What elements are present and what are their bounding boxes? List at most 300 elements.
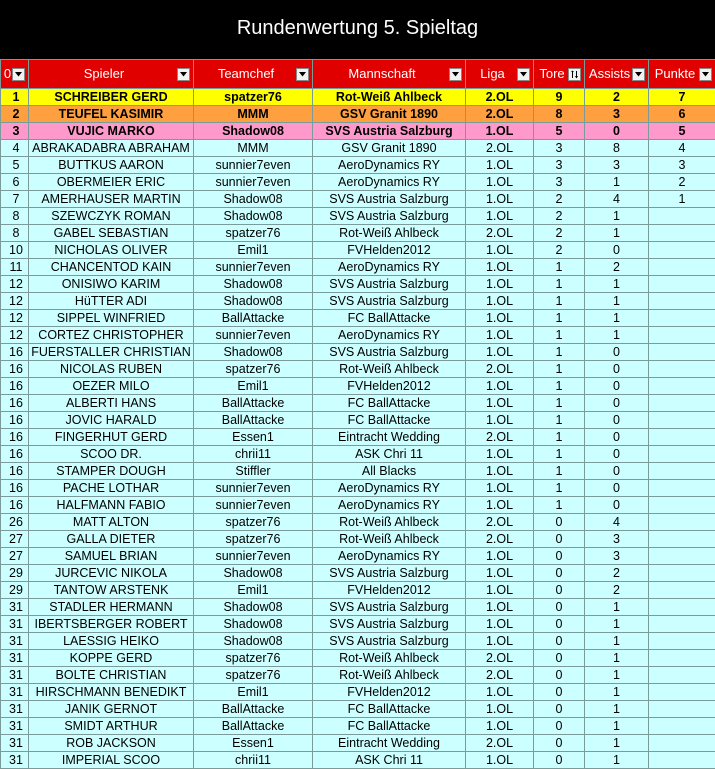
col-liga-cell[interactable]: 2.OL xyxy=(466,429,534,446)
col-liga-cell[interactable]: 1.OL xyxy=(466,633,534,650)
col-mannschaft-cell[interactable]: SVS Austria Salzburg xyxy=(313,208,466,225)
col-punkte-cell[interactable] xyxy=(649,259,715,276)
col-teamchef-cell[interactable]: BallAttacke xyxy=(194,718,313,735)
col-tore-cell[interactable]: 0 xyxy=(534,701,585,718)
col-liga-cell[interactable]: 2.OL xyxy=(466,514,534,531)
col-assists-cell[interactable]: 2 xyxy=(585,259,649,276)
col-tore-cell[interactable]: 0 xyxy=(534,616,585,633)
col-mannschaft-cell[interactable]: ASK Chri 11 xyxy=(313,446,466,463)
col-teamchef-cell[interactable]: Shadow08 xyxy=(194,191,313,208)
col-assists-cell[interactable]: 1 xyxy=(585,633,649,650)
col-liga-cell[interactable]: 1.OL xyxy=(466,548,534,565)
col-teamchef-cell[interactable]: sunnier7even xyxy=(194,548,313,565)
col-liga-cell[interactable]: 1.OL xyxy=(466,344,534,361)
col-rank-cell[interactable]: 11 xyxy=(1,259,29,276)
col-punkte-cell[interactable] xyxy=(649,463,715,480)
col-liga-cell[interactable]: 1.OL xyxy=(466,446,534,463)
col-teamchef-cell[interactable]: Shadow08 xyxy=(194,565,313,582)
col-tore-cell[interactable]: 0 xyxy=(534,633,585,650)
col-assists-cell[interactable]: 0 xyxy=(585,242,649,259)
col-spieler-cell[interactable]: SAMUEL BRIAN xyxy=(29,548,194,565)
col-assists-cell[interactable]: 1 xyxy=(585,616,649,633)
dropdown-filter-icon[interactable] xyxy=(296,68,309,81)
col-teamchef-cell[interactable]: BallAttacke xyxy=(194,412,313,429)
col-rank-cell[interactable]: 3 xyxy=(1,123,29,140)
col-spieler-cell[interactable]: JURCEVIC NIKOLA xyxy=(29,565,194,582)
dropdown-filter-icon[interactable] xyxy=(632,68,645,81)
col-teamchef-cell[interactable]: spatzer76 xyxy=(194,225,313,242)
col-spieler-header[interactable] xyxy=(29,60,194,89)
col-tore-cell[interactable]: 1 xyxy=(534,446,585,463)
col-tore-cell[interactable]: 3 xyxy=(534,174,585,191)
col-assists-cell[interactable]: 2 xyxy=(585,565,649,582)
col-punkte-cell[interactable] xyxy=(649,276,715,293)
col-mannschaft-cell[interactable]: Rot-Weiß Ahlbeck xyxy=(313,89,466,106)
col-punkte-cell[interactable] xyxy=(649,718,715,735)
col-assists-cell[interactable]: 1 xyxy=(585,684,649,701)
col-rank-cell[interactable]: 31 xyxy=(1,701,29,718)
col-spieler-cell[interactable]: NICOLAS RUBEN xyxy=(29,361,194,378)
col-punkte-cell[interactable] xyxy=(649,225,715,242)
col-punkte-cell[interactable]: 1 xyxy=(649,191,715,208)
col-liga-cell[interactable]: 2.OL xyxy=(466,89,534,106)
col-assists-cell[interactable]: 3 xyxy=(585,157,649,174)
col-liga-header[interactable] xyxy=(466,60,534,89)
col-liga-cell[interactable]: 1.OL xyxy=(466,497,534,514)
col-spieler-cell[interactable]: LAESSIG HEIKO xyxy=(29,633,194,650)
col-punkte-cell[interactable] xyxy=(649,429,715,446)
col-spieler-cell[interactable]: STAMPER DOUGH xyxy=(29,463,194,480)
col-punkte-cell[interactable] xyxy=(649,633,715,650)
col-teamchef-cell[interactable]: MMM xyxy=(194,140,313,157)
col-tore-cell[interactable]: 0 xyxy=(534,514,585,531)
col-assists-cell[interactable]: 0 xyxy=(585,395,649,412)
col-punkte-header[interactable] xyxy=(649,60,715,89)
col-spieler-cell[interactable]: ROB JACKSON xyxy=(29,735,194,752)
col-mannschaft-cell[interactable]: FVHelden2012 xyxy=(313,242,466,259)
col-mannschaft-cell[interactable]: Rot-Weiß Ahlbeck xyxy=(313,514,466,531)
col-spieler-cell[interactable]: FINGERHUT GERD xyxy=(29,429,194,446)
col-rank-cell[interactable]: 8 xyxy=(1,225,29,242)
col-assists-cell[interactable]: 3 xyxy=(585,548,649,565)
col-punkte-cell[interactable] xyxy=(649,361,715,378)
col-punkte-cell[interactable] xyxy=(649,412,715,429)
col-teamchef-cell[interactable]: Stiffler xyxy=(194,463,313,480)
col-tore-cell[interactable]: 1 xyxy=(534,463,585,480)
col-mannschaft-cell[interactable]: AeroDynamics RY xyxy=(313,259,466,276)
col-mannschaft-cell[interactable]: AeroDynamics RY xyxy=(313,327,466,344)
dropdown-filter-icon[interactable] xyxy=(449,68,462,81)
col-spieler-cell[interactable]: PACHE LOTHAR xyxy=(29,480,194,497)
col-liga-cell[interactable]: 1.OL xyxy=(466,157,534,174)
col-rank-cell[interactable]: 31 xyxy=(1,650,29,667)
col-liga-cell[interactable]: 1.OL xyxy=(466,718,534,735)
col-assists-cell[interactable]: 1 xyxy=(585,174,649,191)
col-spieler-cell[interactable]: IBERTSBERGER ROBERT xyxy=(29,616,194,633)
col-mannschaft-cell[interactable]: SVS Austria Salzburg xyxy=(313,616,466,633)
col-assists-cell[interactable]: 1 xyxy=(585,701,649,718)
col-rank-cell[interactable]: 16 xyxy=(1,361,29,378)
col-spieler-cell[interactable]: MATT ALTON xyxy=(29,514,194,531)
col-spieler-cell[interactable]: IMPERIAL SCOO xyxy=(29,752,194,769)
col-spieler-cell[interactable]: AMERHAUSER MARTIN xyxy=(29,191,194,208)
col-rank-cell[interactable]: 1 xyxy=(1,89,29,106)
col-teamchef-cell[interactable]: Essen1 xyxy=(194,735,313,752)
col-assists-cell[interactable]: 3 xyxy=(585,106,649,123)
col-punkte-cell[interactable]: 3 xyxy=(649,157,715,174)
col-tore-cell[interactable]: 1 xyxy=(534,259,585,276)
col-punkte-cell[interactable]: 4 xyxy=(649,140,715,157)
col-liga-cell[interactable]: 1.OL xyxy=(466,599,534,616)
col-liga-cell[interactable]: 1.OL xyxy=(466,701,534,718)
col-mannschaft-cell[interactable]: SVS Austria Salzburg xyxy=(313,293,466,310)
col-liga-cell[interactable]: 1.OL xyxy=(466,259,534,276)
col-mannschaft-cell[interactable]: Eintracht Wedding xyxy=(313,429,466,446)
col-tore-cell[interactable]: 0 xyxy=(534,667,585,684)
col-tore-cell[interactable]: 3 xyxy=(534,140,585,157)
col-punkte-cell[interactable] xyxy=(649,293,715,310)
col-spieler-cell[interactable]: SCOO DR. xyxy=(29,446,194,463)
col-teamchef-cell[interactable]: chrii11 xyxy=(194,752,313,769)
col-teamchef-cell[interactable]: sunnier7even xyxy=(194,327,313,344)
col-assists-cell[interactable]: 2 xyxy=(585,89,649,106)
col-rank-cell[interactable]: 12 xyxy=(1,310,29,327)
col-rank-cell[interactable]: 31 xyxy=(1,684,29,701)
col-mannschaft-cell[interactable]: SVS Austria Salzburg xyxy=(313,123,466,140)
col-tore-cell[interactable]: 8 xyxy=(534,106,585,123)
col-teamchef-cell[interactable]: sunnier7even xyxy=(194,259,313,276)
col-liga-cell[interactable]: 2.OL xyxy=(466,140,534,157)
col-teamchef-cell[interactable]: Shadow08 xyxy=(194,123,313,140)
col-rank-cell[interactable]: 29 xyxy=(1,582,29,599)
col-teamchef-cell[interactable]: sunnier7even xyxy=(194,157,313,174)
col-teamchef-cell[interactable]: spatzer76 xyxy=(194,531,313,548)
col-teamchef-cell[interactable]: Shadow08 xyxy=(194,344,313,361)
col-spieler-cell[interactable]: SZEWCZYK ROMAN xyxy=(29,208,194,225)
col-liga-cell[interactable]: 1.OL xyxy=(466,412,534,429)
col-spieler-cell[interactable]: TANTOW ARSTENK xyxy=(29,582,194,599)
col-mannschaft-cell[interactable]: SVS Austria Salzburg xyxy=(313,191,466,208)
col-tore-cell[interactable]: 1 xyxy=(534,276,585,293)
col-tore-cell[interactable]: 0 xyxy=(534,684,585,701)
col-punkte-cell[interactable] xyxy=(649,667,715,684)
col-assists-cell[interactable]: 3 xyxy=(585,531,649,548)
col-teamchef-cell[interactable]: spatzer76 xyxy=(194,361,313,378)
col-mannschaft-cell[interactable]: AeroDynamics RY xyxy=(313,157,466,174)
col-punkte-cell[interactable] xyxy=(649,446,715,463)
dropdown-filter-icon[interactable] xyxy=(517,68,530,81)
col-mannschaft-cell[interactable]: SVS Austria Salzburg xyxy=(313,599,466,616)
col-assists-header[interactable] xyxy=(585,60,649,89)
col-punkte-cell[interactable] xyxy=(649,752,715,769)
col-assists-cell[interactable]: 1 xyxy=(585,650,649,667)
col-mannschaft-cell[interactable]: AeroDynamics RY xyxy=(313,174,466,191)
col-punkte-cell[interactable] xyxy=(649,327,715,344)
col-liga-cell[interactable]: 1.OL xyxy=(466,684,534,701)
col-spieler-cell[interactable]: HüTTER ADI xyxy=(29,293,194,310)
col-mannschaft-cell[interactable]: All Blacks xyxy=(313,463,466,480)
col-spieler-cell[interactable]: FUERSTALLER CHRISTIAN xyxy=(29,344,194,361)
col-mannschaft-cell[interactable]: AeroDynamics RY xyxy=(313,548,466,565)
col-spieler-cell[interactable]: ONISIWO KARIM xyxy=(29,276,194,293)
col-teamchef-cell[interactable]: BallAttacke xyxy=(194,395,313,412)
col-assists-cell[interactable]: 1 xyxy=(585,310,649,327)
col-mannschaft-cell[interactable]: FVHelden2012 xyxy=(313,378,466,395)
col-mannschaft-cell[interactable]: FVHelden2012 xyxy=(313,582,466,599)
col-liga-cell[interactable]: 1.OL xyxy=(466,565,534,582)
col-punkte-cell[interactable] xyxy=(649,208,715,225)
col-punkte-cell[interactable] xyxy=(649,531,715,548)
col-teamchef-cell[interactable]: Essen1 xyxy=(194,429,313,446)
col-tore-cell[interactable]: 0 xyxy=(534,650,585,667)
col-teamchef-cell[interactable]: sunnier7even xyxy=(194,480,313,497)
col-teamchef-header[interactable] xyxy=(194,60,313,89)
col-tore-header[interactable] xyxy=(534,60,585,89)
col-punkte-cell[interactable] xyxy=(649,497,715,514)
col-liga-cell[interactable]: 1.OL xyxy=(466,463,534,480)
col-liga-cell[interactable]: 1.OL xyxy=(466,174,534,191)
col-mannschaft-cell[interactable]: FC BallAttacke xyxy=(313,395,466,412)
col-tore-cell[interactable]: 0 xyxy=(534,735,585,752)
col-tore-cell[interactable]: 0 xyxy=(534,752,585,769)
col-assists-cell[interactable]: 8 xyxy=(585,140,649,157)
col-rank-cell[interactable]: 16 xyxy=(1,446,29,463)
col-rank-cell[interactable]: 5 xyxy=(1,157,29,174)
col-mannschaft-cell[interactable]: FC BallAttacke xyxy=(313,718,466,735)
col-punkte-cell[interactable] xyxy=(649,599,715,616)
col-teamchef-cell[interactable]: spatzer76 xyxy=(194,89,313,106)
col-spieler-cell[interactable]: CHANCENTOD KAIN xyxy=(29,259,194,276)
col-liga-cell[interactable]: 1.OL xyxy=(466,276,534,293)
col-teamchef-cell[interactable]: Shadow08 xyxy=(194,616,313,633)
col-liga-cell[interactable]: 2.OL xyxy=(466,735,534,752)
col-mannschaft-cell[interactable]: Rot-Weiß Ahlbeck xyxy=(313,361,466,378)
col-liga-cell[interactable]: 1.OL xyxy=(466,582,534,599)
col-teamchef-cell[interactable]: sunnier7even xyxy=(194,174,313,191)
col-tore-cell[interactable]: 1 xyxy=(534,429,585,446)
col-liga-cell[interactable]: 2.OL xyxy=(466,106,534,123)
col-mannschaft-cell[interactable]: FC BallAttacke xyxy=(313,310,466,327)
col-liga-cell[interactable]: 1.OL xyxy=(466,616,534,633)
col-teamchef-cell[interactable]: chrii11 xyxy=(194,446,313,463)
col-mannschaft-cell[interactable]: GSV Granit 1890 xyxy=(313,106,466,123)
col-spieler-cell[interactable]: NICHOLAS OLIVER xyxy=(29,242,194,259)
col-mannschaft-cell[interactable]: SVS Austria Salzburg xyxy=(313,565,466,582)
col-spieler-cell[interactable]: OBERMEIER ERIC xyxy=(29,174,194,191)
col-tore-cell[interactable]: 0 xyxy=(534,718,585,735)
col-punkte-cell[interactable] xyxy=(649,480,715,497)
col-rank-cell[interactable]: 16 xyxy=(1,395,29,412)
col-spieler-cell[interactable]: ABRAKADABRA ABRAHAM xyxy=(29,140,194,157)
col-assists-cell[interactable]: 0 xyxy=(585,463,649,480)
col-punkte-cell[interactable] xyxy=(649,701,715,718)
col-punkte-cell[interactable] xyxy=(649,395,715,412)
col-tore-cell[interactable]: 1 xyxy=(534,344,585,361)
col-teamchef-cell[interactable]: spatzer76 xyxy=(194,514,313,531)
col-teamchef-cell[interactable]: sunnier7even xyxy=(194,497,313,514)
col-punkte-cell[interactable] xyxy=(649,650,715,667)
col-tore-cell[interactable]: 1 xyxy=(534,310,585,327)
col-spieler-cell[interactable]: SIPPEL WINFRIED xyxy=(29,310,194,327)
col-spieler-cell[interactable]: VUJIC MARKO xyxy=(29,123,194,140)
col-teamchef-cell[interactable]: Emil1 xyxy=(194,242,313,259)
col-rank-cell[interactable]: 31 xyxy=(1,616,29,633)
col-liga-cell[interactable]: 1.OL xyxy=(466,395,534,412)
col-teamchef-cell[interactable]: Shadow08 xyxy=(194,276,313,293)
col-liga-cell[interactable]: 1.OL xyxy=(466,191,534,208)
col-tore-cell[interactable]: 0 xyxy=(534,599,585,616)
col-spieler-cell[interactable]: SMIDT ARTHUR xyxy=(29,718,194,735)
col-liga-cell[interactable]: 2.OL xyxy=(466,531,534,548)
col-rank-cell[interactable]: 7 xyxy=(1,191,29,208)
col-mannschaft-cell[interactable]: AeroDynamics RY xyxy=(313,497,466,514)
col-rank-cell[interactable]: 6 xyxy=(1,174,29,191)
dropdown-filter-icon[interactable] xyxy=(699,68,712,81)
col-rank-cell[interactable]: 8 xyxy=(1,208,29,225)
col-tore-cell[interactable]: 1 xyxy=(534,497,585,514)
col-teamchef-cell[interactable]: Shadow08 xyxy=(194,599,313,616)
col-mannschaft-cell[interactable]: Rot-Weiß Ahlbeck xyxy=(313,650,466,667)
col-tore-cell[interactable]: 1 xyxy=(534,327,585,344)
col-mannschaft-cell[interactable]: FC BallAttacke xyxy=(313,701,466,718)
col-liga-cell[interactable]: 1.OL xyxy=(466,310,534,327)
col-assists-cell[interactable]: 0 xyxy=(585,446,649,463)
col-rank-cell[interactable]: 26 xyxy=(1,514,29,531)
col-tore-cell[interactable]: 0 xyxy=(534,565,585,582)
col-rank-cell[interactable]: 31 xyxy=(1,735,29,752)
col-spieler-cell[interactable]: HIRSCHMANN BENEDIKT xyxy=(29,684,194,701)
col-rank-cell[interactable]: 31 xyxy=(1,599,29,616)
col-assists-cell[interactable]: 1 xyxy=(585,667,649,684)
col-tore-cell[interactable]: 2 xyxy=(534,208,585,225)
col-spieler-cell[interactable]: BUTTKUS AARON xyxy=(29,157,194,174)
col-assists-cell[interactable]: 4 xyxy=(585,191,649,208)
col-assists-cell[interactable]: 2 xyxy=(585,582,649,599)
col-rank-cell[interactable]: 10 xyxy=(1,242,29,259)
col-rank-cell[interactable]: 31 xyxy=(1,718,29,735)
col-assists-cell[interactable]: 0 xyxy=(585,344,649,361)
col-teamchef-cell[interactable]: Shadow08 xyxy=(194,208,313,225)
col-liga-cell[interactable]: 1.OL xyxy=(466,480,534,497)
col-tore-cell[interactable]: 1 xyxy=(534,395,585,412)
col-teamchef-cell[interactable]: MMM xyxy=(194,106,313,123)
col-rank-cell[interactable]: 16 xyxy=(1,412,29,429)
col-assists-cell[interactable]: 1 xyxy=(585,718,649,735)
dropdown-filter-icon[interactable] xyxy=(12,68,25,81)
col-teamchef-cell[interactable]: BallAttacke xyxy=(194,310,313,327)
col-rank-header[interactable] xyxy=(1,60,29,89)
col-assists-cell[interactable]: 0 xyxy=(585,480,649,497)
col-liga-cell[interactable]: 1.OL xyxy=(466,752,534,769)
col-tore-cell[interactable]: 1 xyxy=(534,293,585,310)
col-punkte-cell[interactable] xyxy=(649,548,715,565)
col-spieler-cell[interactable]: SCHREIBER GERD xyxy=(29,89,194,106)
col-teamchef-cell[interactable]: Emil1 xyxy=(194,582,313,599)
col-tore-cell[interactable]: 1 xyxy=(534,378,585,395)
col-assists-cell[interactable]: 4 xyxy=(585,514,649,531)
col-rank-cell[interactable]: 27 xyxy=(1,531,29,548)
col-spieler-cell[interactable]: ALBERTI HANS xyxy=(29,395,194,412)
col-teamchef-cell[interactable]: Shadow08 xyxy=(194,633,313,650)
col-mannschaft-cell[interactable]: Eintracht Wedding xyxy=(313,735,466,752)
col-mannschaft-cell[interactable]: SVS Austria Salzburg xyxy=(313,276,466,293)
col-rank-cell[interactable]: 16 xyxy=(1,344,29,361)
col-rank-cell[interactable]: 31 xyxy=(1,752,29,769)
col-punkte-cell[interactable] xyxy=(649,344,715,361)
col-rank-cell[interactable]: 16 xyxy=(1,463,29,480)
col-assists-cell[interactable]: 0 xyxy=(585,429,649,446)
col-liga-cell[interactable]: 1.OL xyxy=(466,208,534,225)
col-rank-cell[interactable]: 2 xyxy=(1,106,29,123)
col-tore-cell[interactable]: 1 xyxy=(534,361,585,378)
col-assists-cell[interactable]: 0 xyxy=(585,497,649,514)
col-rank-cell[interactable]: 12 xyxy=(1,293,29,310)
col-liga-cell[interactable]: 2.OL xyxy=(466,225,534,242)
col-liga-cell[interactable]: 2.OL xyxy=(466,361,534,378)
col-spieler-cell[interactable]: CORTEZ CHRISTOPHER xyxy=(29,327,194,344)
col-spieler-cell[interactable]: TEUFEL KASIMIR xyxy=(29,106,194,123)
col-punkte-cell[interactable] xyxy=(649,514,715,531)
col-liga-cell[interactable]: 1.OL xyxy=(466,242,534,259)
col-mannschaft-header[interactable] xyxy=(313,60,466,89)
col-rank-cell[interactable]: 16 xyxy=(1,378,29,395)
col-tore-cell[interactable]: 0 xyxy=(534,548,585,565)
col-assists-cell[interactable]: 1 xyxy=(585,735,649,752)
col-teamchef-cell[interactable]: BallAttacke xyxy=(194,701,313,718)
col-teamchef-cell[interactable]: Emil1 xyxy=(194,378,313,395)
dropdown-filter-icon[interactable] xyxy=(177,68,190,81)
col-rank-cell[interactable]: 16 xyxy=(1,429,29,446)
col-teamchef-cell[interactable]: Shadow08 xyxy=(194,293,313,310)
col-punkte-cell[interactable] xyxy=(649,582,715,599)
col-tore-cell[interactable]: 3 xyxy=(534,157,585,174)
col-spieler-cell[interactable]: STADLER HERMANN xyxy=(29,599,194,616)
col-punkte-cell[interactable] xyxy=(649,378,715,395)
col-mannschaft-cell[interactable]: GSV Granit 1890 xyxy=(313,140,466,157)
col-punkte-cell[interactable] xyxy=(649,242,715,259)
col-rank-cell[interactable]: 4 xyxy=(1,140,29,157)
col-tore-cell[interactable]: 0 xyxy=(534,531,585,548)
sort-filter-icon[interactable] xyxy=(568,68,581,81)
col-assists-cell[interactable]: 0 xyxy=(585,123,649,140)
col-liga-cell[interactable]: 1.OL xyxy=(466,123,534,140)
col-spieler-cell[interactable]: BOLTE CHRISTIAN xyxy=(29,667,194,684)
col-rank-cell[interactable]: 12 xyxy=(1,276,29,293)
col-punkte-cell[interactable] xyxy=(649,684,715,701)
col-tore-cell[interactable]: 2 xyxy=(534,191,585,208)
col-assists-cell[interactable]: 1 xyxy=(585,225,649,242)
col-spieler-cell[interactable]: KOPPE GERD xyxy=(29,650,194,667)
col-assists-cell[interactable]: 1 xyxy=(585,752,649,769)
col-tore-cell[interactable]: 1 xyxy=(534,480,585,497)
col-mannschaft-cell[interactable]: SVS Austria Salzburg xyxy=(313,344,466,361)
col-tore-cell[interactable]: 1 xyxy=(534,412,585,429)
col-punkte-cell[interactable] xyxy=(649,735,715,752)
col-assists-cell[interactable]: 1 xyxy=(585,208,649,225)
col-spieler-cell[interactable]: HALFMANN FABIO xyxy=(29,497,194,514)
col-spieler-cell[interactable]: JOVIC HARALD xyxy=(29,412,194,429)
col-liga-cell[interactable]: 1.OL xyxy=(466,293,534,310)
col-assists-cell[interactable]: 1 xyxy=(585,599,649,616)
col-teamchef-cell[interactable]: Emil1 xyxy=(194,684,313,701)
col-punkte-cell[interactable]: 6 xyxy=(649,106,715,123)
col-mannschaft-cell[interactable]: Rot-Weiß Ahlbeck xyxy=(313,225,466,242)
col-spieler-cell[interactable]: JANIK GERNOT xyxy=(29,701,194,718)
col-mannschaft-cell[interactable]: Rot-Weiß Ahlbeck xyxy=(313,667,466,684)
col-mannschaft-cell[interactable]: SVS Austria Salzburg xyxy=(313,633,466,650)
col-punkte-cell[interactable] xyxy=(649,310,715,327)
col-rank-cell[interactable]: 16 xyxy=(1,497,29,514)
